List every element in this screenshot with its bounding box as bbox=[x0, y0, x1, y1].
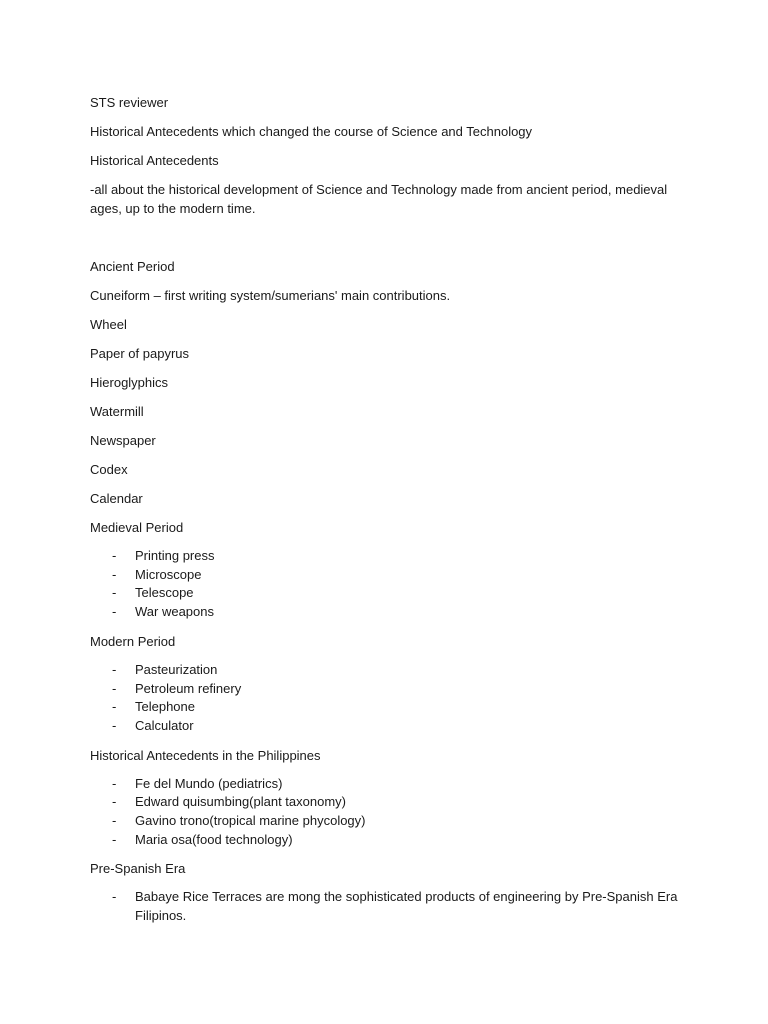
definition-text: -all about the historical development of Science and Technology made from ancient period, medieval ages, up to the modern time. bbox=[90, 182, 668, 216]
list-item-text: War weapons bbox=[135, 604, 214, 620]
list-item bbox=[90, 717, 680, 736]
list-item-text: Gavino trono(tropical marine phycology) bbox=[135, 813, 366, 829]
doc-title: STS reviewer bbox=[90, 95, 169, 110]
list-item bbox=[90, 698, 680, 717]
list-item-text: Maria osa(food technology) bbox=[135, 831, 293, 847]
ancient-item: Cuneiform – first writing system/sumerians' main contributions. bbox=[90, 288, 451, 303]
bullet-dash: - bbox=[112, 775, 117, 791]
bullet-dash: - bbox=[112, 566, 117, 582]
list-item-text: Edward quisumbing(plant taxonomy) bbox=[135, 794, 346, 810]
list-item bbox=[90, 812, 680, 831]
list-item-text: Printing press bbox=[135, 548, 215, 563]
list-item bbox=[90, 775, 680, 794]
list-item-text: Petroleum refinery bbox=[135, 680, 242, 696]
philippines-heading: Historical Antecedents in the Philippines bbox=[90, 747, 321, 763]
ancient-item: Newspaper bbox=[90, 433, 156, 448]
ancient-item: Paper of papyrus bbox=[90, 346, 190, 361]
bullet-dash: - bbox=[112, 831, 117, 847]
modern-period-heading: Modern Period bbox=[90, 633, 176, 649]
bullet-dash: - bbox=[112, 699, 117, 715]
bullet-dash: - bbox=[112, 661, 117, 677]
bullet-dash: - bbox=[112, 548, 117, 563]
list-item bbox=[90, 680, 680, 699]
medieval-period-heading: Medieval Period bbox=[90, 520, 184, 535]
list-item bbox=[90, 831, 680, 850]
list-item-text: Calculator bbox=[135, 717, 194, 733]
bullet-dash: - bbox=[112, 813, 117, 829]
list-item bbox=[90, 661, 680, 680]
list-item bbox=[90, 888, 680, 925]
modern-list bbox=[90, 661, 680, 736]
list-item-text: Fe del Mundo (pediatrics) bbox=[135, 775, 283, 791]
ancient-item: Wheel bbox=[90, 317, 127, 332]
bullet-dash: - bbox=[112, 717, 117, 733]
list-item bbox=[90, 603, 680, 622]
bullet-dash: - bbox=[112, 889, 117, 905]
doc-heading: Historical Antecedents which changed the course of Science and Technology bbox=[90, 124, 533, 139]
bullet-dash: - bbox=[112, 585, 117, 601]
ancient-item: Codex bbox=[90, 462, 128, 477]
pre-spanish-list bbox=[90, 888, 680, 925]
list-item bbox=[90, 547, 680, 566]
ancient-item: Watermill bbox=[90, 404, 144, 419]
list-item-text: Telescope bbox=[135, 585, 194, 601]
list-item bbox=[90, 584, 680, 603]
bullet-dash: - bbox=[112, 680, 117, 696]
bullet-dash: - bbox=[112, 794, 117, 810]
document-page bbox=[90, 93, 680, 936]
ancient-item: Calendar bbox=[90, 491, 143, 506]
list-item-text: Telephone bbox=[135, 699, 195, 715]
list-item bbox=[90, 793, 680, 812]
list-item-text: Microscope bbox=[135, 566, 202, 582]
blank-line bbox=[90, 218, 680, 238]
list-item-text: Babaye Rice Terraces are mong the sophisticated products of engineering by Pre-Spanish Era Filipinos. bbox=[135, 889, 678, 924]
section-heading: Historical Antecedents bbox=[90, 153, 219, 168]
ancient-period-heading: Ancient Period bbox=[90, 259, 175, 274]
list-item-text: Pasteurization bbox=[135, 661, 218, 677]
bullet-dash: - bbox=[112, 604, 117, 620]
philippines-list bbox=[90, 775, 680, 850]
ancient-item: Hieroglyphics bbox=[90, 375, 169, 390]
medieval-list bbox=[90, 547, 680, 622]
pre-spanish-heading: Pre-Spanish Era bbox=[90, 861, 186, 877]
list-item bbox=[90, 566, 680, 585]
